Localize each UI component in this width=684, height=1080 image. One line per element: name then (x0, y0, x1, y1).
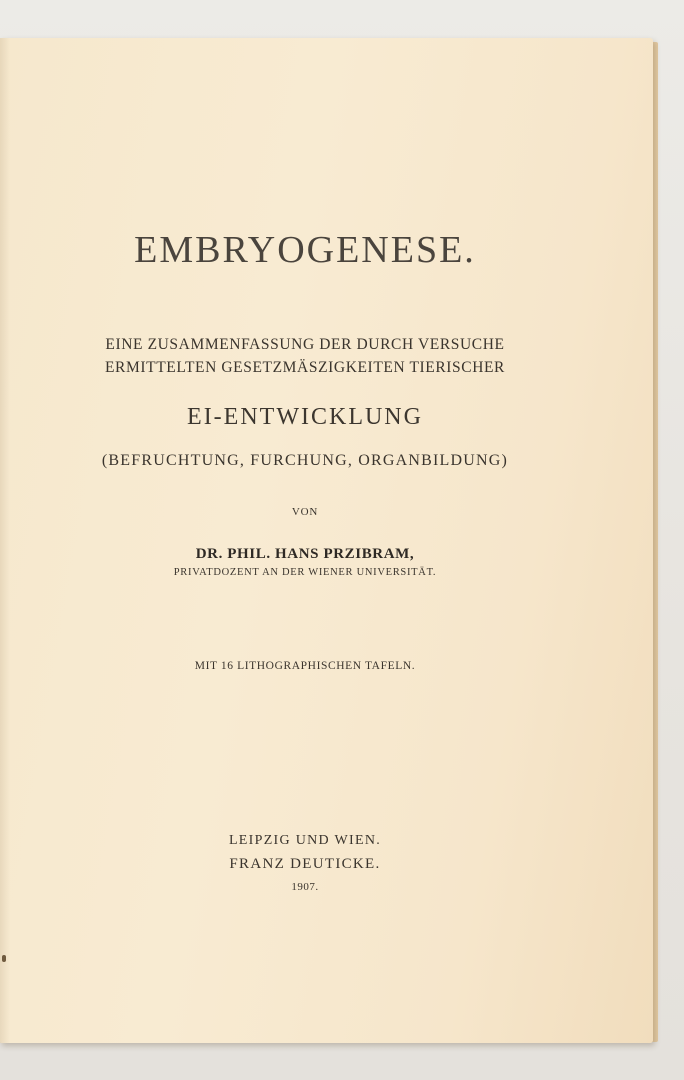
publisher-name: FRANZ DEUTICKE. (229, 856, 381, 872)
book-title: EMBRYOGENESE. (134, 229, 476, 271)
subtitle-line-2: ERMITTELTEN GESETZMÄSZIGKEITEN TIERISCHER (104, 359, 505, 376)
publication-year: 1907. (291, 881, 319, 893)
subtitle-main: EI-ENTWICKLUNG (187, 404, 423, 430)
by-word: VON (291, 506, 319, 518)
title-page (0, 38, 653, 1043)
subtitle-parenthetical: (BEFRUCHTUNG, FURCHUNG, ORGANBILDUNG) (101, 452, 509, 469)
publication-place: LEIPZIG UND WIEN. (228, 833, 382, 848)
paper-stain (2, 955, 6, 962)
subtitle-line-1: EINE ZUSAMMENFASSUNG DER DURCH VERSUCHE (105, 336, 505, 353)
author-name: DR. PHIL. HANS PRZIBRAM, (195, 546, 415, 562)
author-affiliation: PRIVATDOZENT AN DER WIENER UNIVERSITÄT. (173, 567, 437, 578)
plates-note: MIT 16 LITHOGRAPHISCHEN TAFELN. (194, 660, 416, 672)
